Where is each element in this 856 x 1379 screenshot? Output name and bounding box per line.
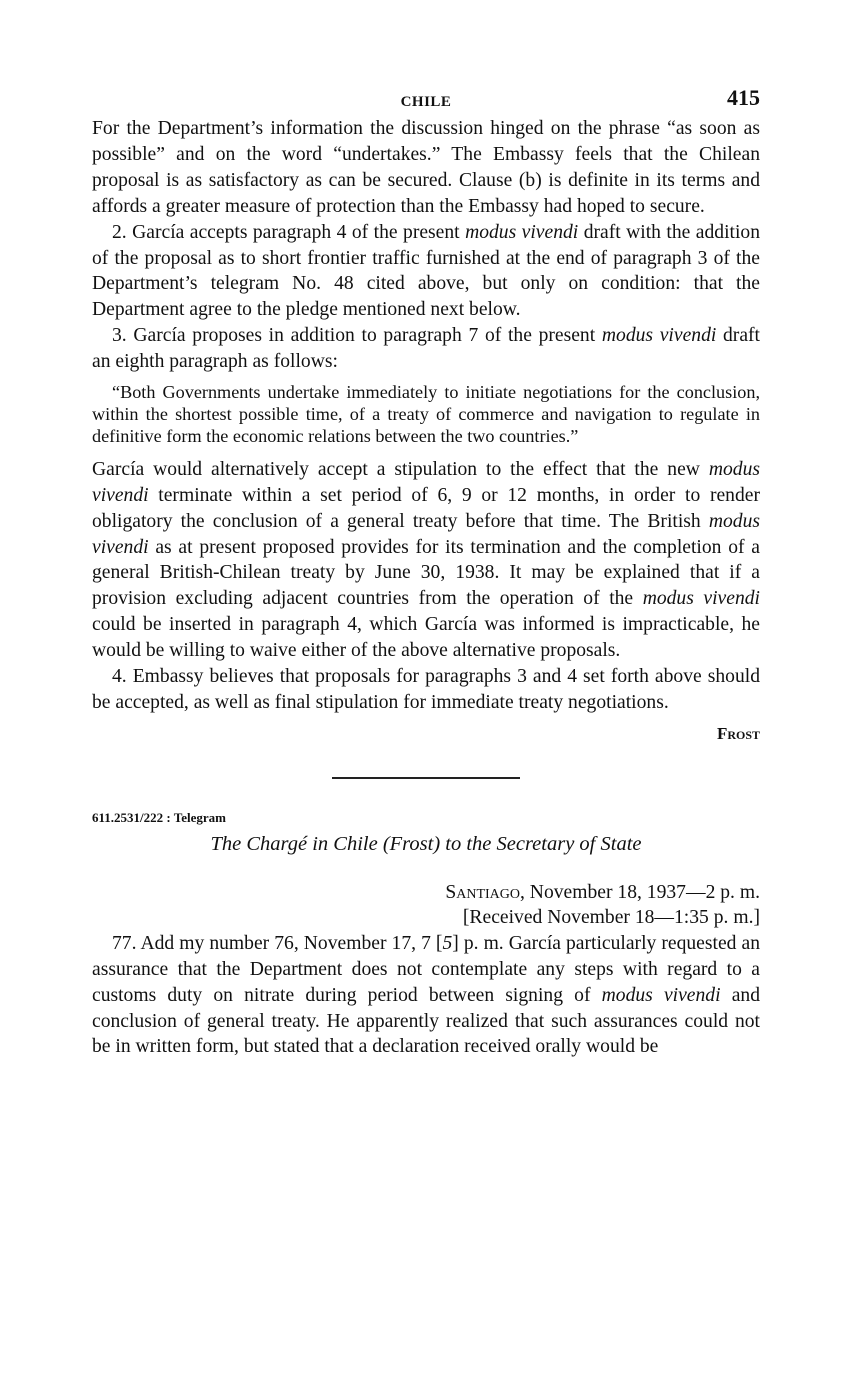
telegram-body bbox=[92, 931, 760, 1061]
text-run: could be inserted in paragraph 4, which García was informed is impracticable, he would be willing to waive either of the above alternative proposals. bbox=[92, 614, 760, 662]
text-run: ] p. m. García particularly requested an assurance that the Department does not contemplate any steps with regard to a customs duty on nitrate during period between signing of bbox=[92, 932, 760, 1006]
text-run: 2. García accepts paragraph 4 of the present bbox=[112, 221, 466, 243]
text-run: terminate within a set period of 6, 9 or 12 months, in order to render obligatory the conclusion of a general treaty before that time. The British bbox=[92, 484, 760, 532]
text-run: draft an eighth paragraph as follows: bbox=[92, 325, 760, 373]
paragraph-4: 4. Embassy believes that proposals for paragraphs 3 and 4 set forth above should be accepted, as well as final stipulation for immediate treaty negotiations. bbox=[92, 666, 760, 713]
document-title: The Chargé in Chile (Frost) to the Secretary of State bbox=[210, 832, 642, 855]
italic-term: modus vivendi bbox=[642, 588, 760, 610]
italic-term: modus vivendi bbox=[601, 984, 721, 1006]
italic-term: 5 bbox=[442, 932, 453, 954]
text-run: 3. García proposes in addition to paragraph 7 of the present bbox=[112, 325, 602, 347]
page-header bbox=[92, 84, 760, 116]
dateline-received: [Received November 18—1:35 p. m.] bbox=[462, 906, 760, 928]
text-run: García would alternatively accept a stipulation to the effect that the new bbox=[92, 458, 709, 480]
italic-term: modus vivendi bbox=[92, 510, 760, 558]
paragraph-2 bbox=[92, 220, 760, 324]
italic-term: modus vivendi bbox=[92, 458, 760, 506]
page-number: 415 bbox=[727, 85, 760, 110]
dateline-sent bbox=[92, 880, 760, 905]
file-reference: 611.2531/222 : Telegram bbox=[92, 809, 226, 825]
italic-term: modus vivendi bbox=[465, 221, 579, 243]
running-head: CHILE bbox=[400, 94, 452, 110]
paragraph-3 bbox=[92, 323, 760, 375]
dateline bbox=[92, 880, 760, 930]
text-run: and conclusion of general treaty. He apparently realized that such assurances could not be in written form, but stated that a declaration received orally would be bbox=[92, 984, 760, 1058]
paragraph-discussion: For the Department’s information the discussion hinged on the phrase “as soon as possible” and on the word “undertakes.” The Embassy feels that the Chilean proposal is as satisfactory as can be secured. Clause (b) is definite in its terms and affords a greater measure of protection than the Embassy had hoped to secure. bbox=[92, 118, 760, 217]
italic-term: modus vivendi bbox=[601, 325, 717, 347]
section-divider bbox=[332, 777, 520, 779]
text-run: 77. Add my number 76, November 17, 7 [ bbox=[112, 932, 443, 954]
signature: Frost bbox=[716, 723, 760, 743]
document-page bbox=[92, 84, 760, 1060]
dateline-date: , November 18, 1937—2 p. m. bbox=[520, 881, 760, 903]
text-run: draft with the addition of the proposal as to short frontier traffic furnished at the end of paragraph 3 of the Department’s telegram No. 48 cited above, but only on condition: that the Department agree to the pledge mentioned next below. bbox=[92, 221, 760, 321]
dateline-place: Santiago bbox=[445, 881, 520, 903]
paragraph-alternative bbox=[92, 457, 760, 664]
block-quote: “Both Governments undertake immediately to initiate negotiations for the conclusion, within the shortest possible time, of a treaty of commerce and navigation to regulate in definitive form the economic relations between the two countries.” bbox=[92, 382, 760, 446]
text-run: as at present proposed provides for its termination and the completion of a general British-Chilean treaty by June 30, 1938. It may be explained that if a provision excluding adjacent countries from the operation of the bbox=[92, 536, 760, 610]
